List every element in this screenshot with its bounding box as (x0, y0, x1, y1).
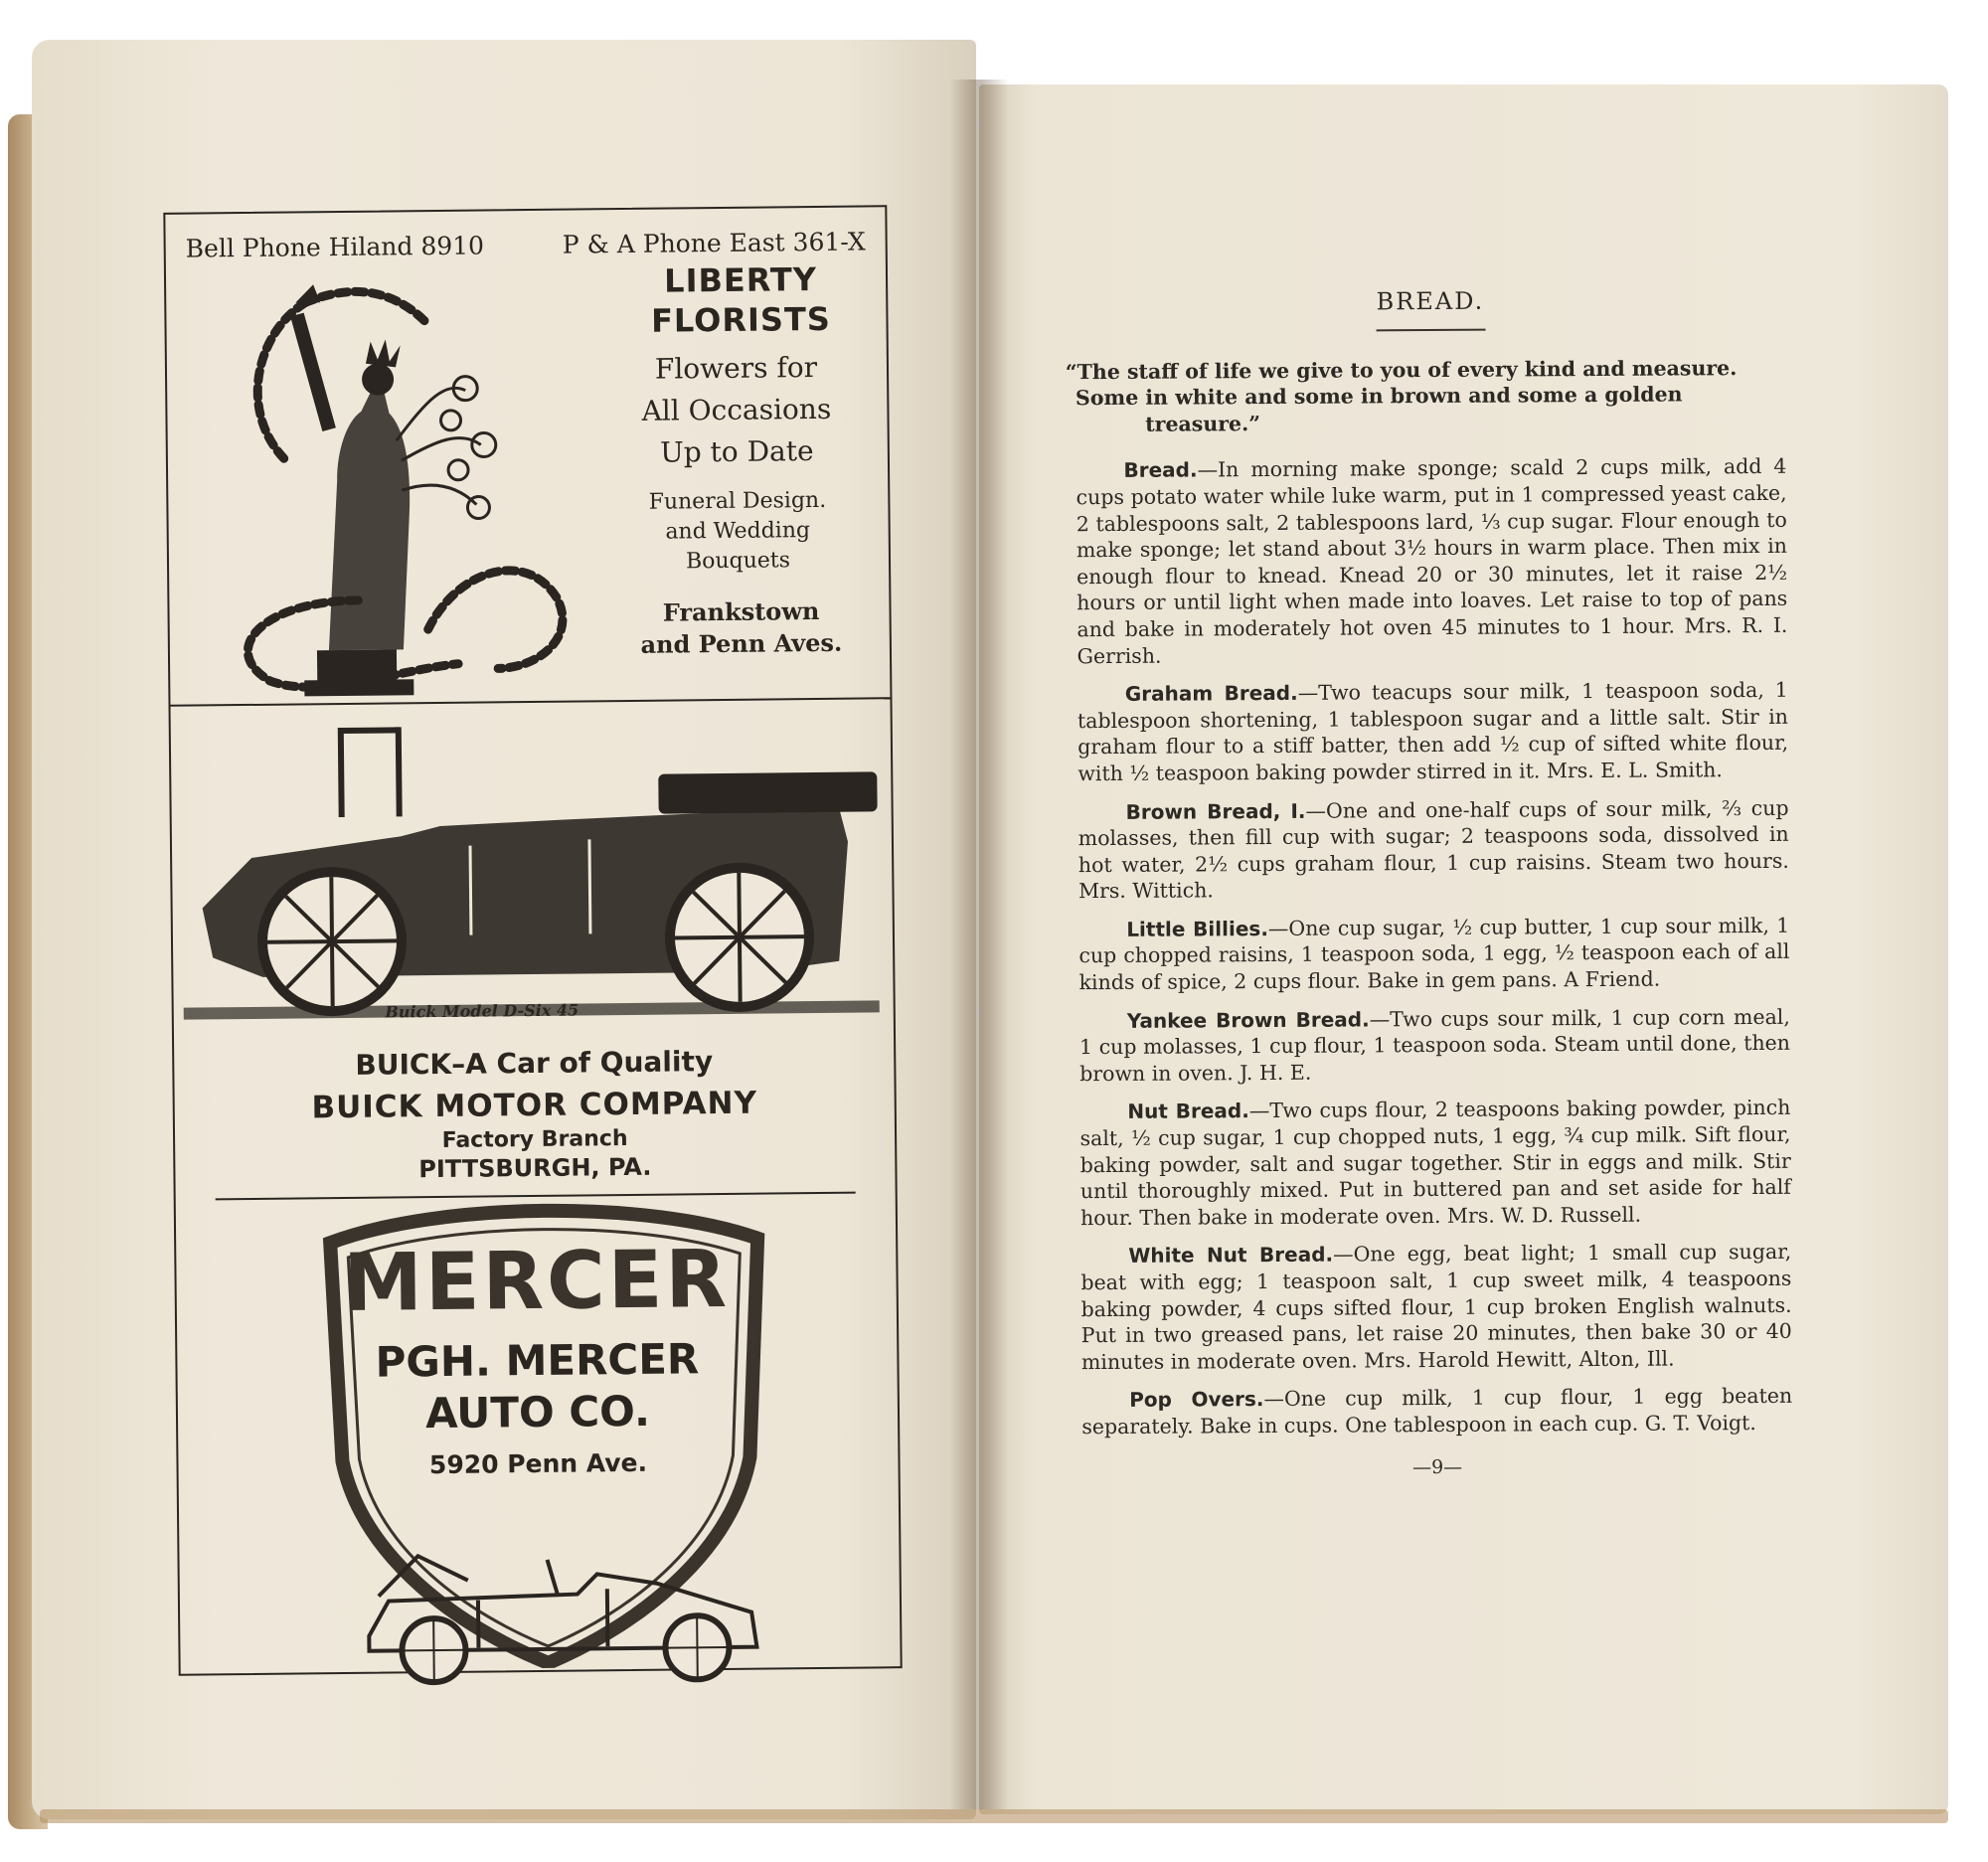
buick-slogan: BUICK–A Car of Quality (355, 1045, 714, 1082)
recipe-graham-bread (1077, 677, 1789, 787)
bell-phone-number: Bell Phone Hiland 8910 (185, 231, 485, 263)
recipe-text: —In morning make sponge; scald 2 cups milk, add 4 cups potato water while luke warm, put in 1 compressed yeast cake, 2 tablespoons salt, 2 tablespoons lard, ⅓ cup sugar. Flour enough to make sponge; let stand about 3½ hours in warm place. Then mix in enough flour to knead. Knead 20 or 30 minutes, let it raise 2½ hours or until light when made into loaves. Let raise to top of pans and bake in moderately hot oven 45 minutes to 1 hour. Mrs. R. I. Gerrish. (1076, 454, 1788, 668)
florist-business-name (621, 259, 861, 342)
recipe-text: —Two cups flour, 2 teaspoons baking powder, pinch salt, ½ cup sugar, 1 cup chopped nuts, 1 egg, ¾ cup milk. Sift flour, baking powder, salt and sugar together. Stir in eggs and milk. Stir until thoroughly mixed. Put in buttered pan and set aside for half hour. Then bake in moderate oven. Mrs. W. D. Russell. (1079, 1096, 1791, 1230)
tagline-line: All Occasions (641, 392, 832, 427)
mercer-brand: MERCER (342, 1232, 731, 1330)
florist-name-line2: FLORISTS (650, 299, 832, 340)
buick-city: PITTSBURGH, PA. (418, 1152, 652, 1184)
recipe-brown-bread (1077, 794, 1789, 905)
recipe-text: —One egg, beat light; 1 small cup sugar, beat with egg; 1 teaspoon salt, 1 cup sweet milk, 4 teaspoons baking powder, 4 cups sifted flour, 1 cup broken English walnuts. Put in two greased pans, let raise 20 minutes, then bake 30 or 40 minutes in moderate oven. Mrs. Harold Hewitt, Alton, Ill. (1080, 1240, 1792, 1374)
mercer-car-illustration (358, 1538, 767, 1691)
buick-ad-text (174, 1040, 895, 1187)
verse-line: “The staff of life we give to you of every kind and measure. (1065, 355, 1738, 384)
recipe-name: Brown Bread, I. (1125, 798, 1306, 824)
page-number: —9— (1411, 1455, 1463, 1478)
buick-company-name: BUICK MOTOR COMPANY (311, 1085, 758, 1126)
recipe-name: Bread. (1123, 457, 1198, 483)
recipe-name: Graham Bread. (1124, 680, 1298, 707)
bread-recipes-section (1065, 286, 1793, 1483)
recipe-text: —One and one-half cups of sour milk, ⅔ cup molasses, then fill cup with sugar; 2 teaspoons soda, dissolved in hot water, 2½ cups graham flour, 1 cup raisins. Steam two hours. Mrs. Wittich. (1077, 795, 1789, 904)
tagline-line: Up to Date (659, 434, 814, 469)
recipe-pop-overs (1081, 1383, 1792, 1440)
recipe-text: —Two teacups sour milk, 1 teaspoon soda, 1 tablespoon shortening, 1 tablespoon sugar and a little salt. Stir in graham flour to a stiff batter, then add ½ cup of sifted white flour, with ½ teaspoon baking powder stirred in it. Mrs. E. L. Smith. (1077, 677, 1789, 786)
services-line: and Wedding (665, 518, 811, 545)
recipe-little-billies (1078, 913, 1789, 996)
florist-services (605, 485, 870, 578)
verse-line: Some in white and some in brown and some a golden treasure.” (1075, 382, 1683, 436)
recipe-nut-bread (1079, 1095, 1791, 1231)
services-line: Funeral Design. (648, 487, 827, 515)
recipe-yankee-brown-bread (1079, 1003, 1790, 1087)
recipe-text: —One cup milk, 1 cup flour, 1 egg beaten separately. Bake in cups. One tablespoon in each cup. G. T. Voigt. (1081, 1384, 1793, 1439)
page-bottom-edge (40, 1809, 1948, 1823)
page-gutter (949, 80, 1009, 1809)
mercer-address: 5920 Penn Ave. (428, 1447, 648, 1480)
florist-tagline (604, 346, 869, 474)
address-line: and Penn Aves. (640, 627, 843, 659)
services-line: Bouquets (685, 548, 791, 575)
recipe-bread (1076, 453, 1787, 669)
statue-of-liberty-wreath-illustration (196, 269, 617, 701)
car-model-caption: Buick Model D-Six 45 (385, 1000, 580, 1022)
recipe-text: —One cup sugar, ½ cup butter, 1 cup sour milk, 1 cup chopped raisins, 1 teaspoon soda, 1 egg, ½ teaspoon each of all kinds of spice, 2 cups flour. Bake in gem pans. A Friend. (1078, 913, 1790, 995)
florist-address (596, 594, 886, 661)
opening-verse (1065, 354, 1786, 437)
liberty-florists-ad (165, 207, 890, 707)
address-line: Frankstown (662, 595, 820, 627)
advertisement-column (163, 205, 902, 1676)
recipe-text: —Two cups sour milk, 1 cup corn meal, 1 cup molasses, 1 cup flour, 1 teaspoon soda. Steam until done, then brown in oven. J. H. E. (1078, 1004, 1791, 1087)
recipe-white-nut-bread (1080, 1239, 1792, 1375)
recipe-name: Pop Overs. (1129, 1387, 1264, 1413)
section-title: BREAD. (1376, 286, 1485, 316)
tagline-line: Flowers for (654, 350, 818, 386)
recipe-name: Little Billies. (1126, 916, 1268, 941)
buick-branch: Factory Branch (441, 1126, 628, 1153)
florist-name-line1: LIBERTY (663, 259, 818, 300)
mercer-company-line2: AUTO CO. (424, 1386, 651, 1439)
buick-touring-car-illustration (141, 702, 911, 1048)
mercer-company-line1: PGH. MERCER (375, 1334, 700, 1387)
recipe-name: Nut Bread. (1127, 1099, 1249, 1124)
recipe-name: Yankee Brown Bread. (1126, 1007, 1370, 1033)
mercer-auto-ad (216, 1192, 861, 1676)
title-divider (1376, 328, 1485, 331)
pa-phone-number: P & A Phone East 361-X (562, 227, 866, 259)
recipe-name: White Nut Bread. (1128, 1243, 1334, 1269)
